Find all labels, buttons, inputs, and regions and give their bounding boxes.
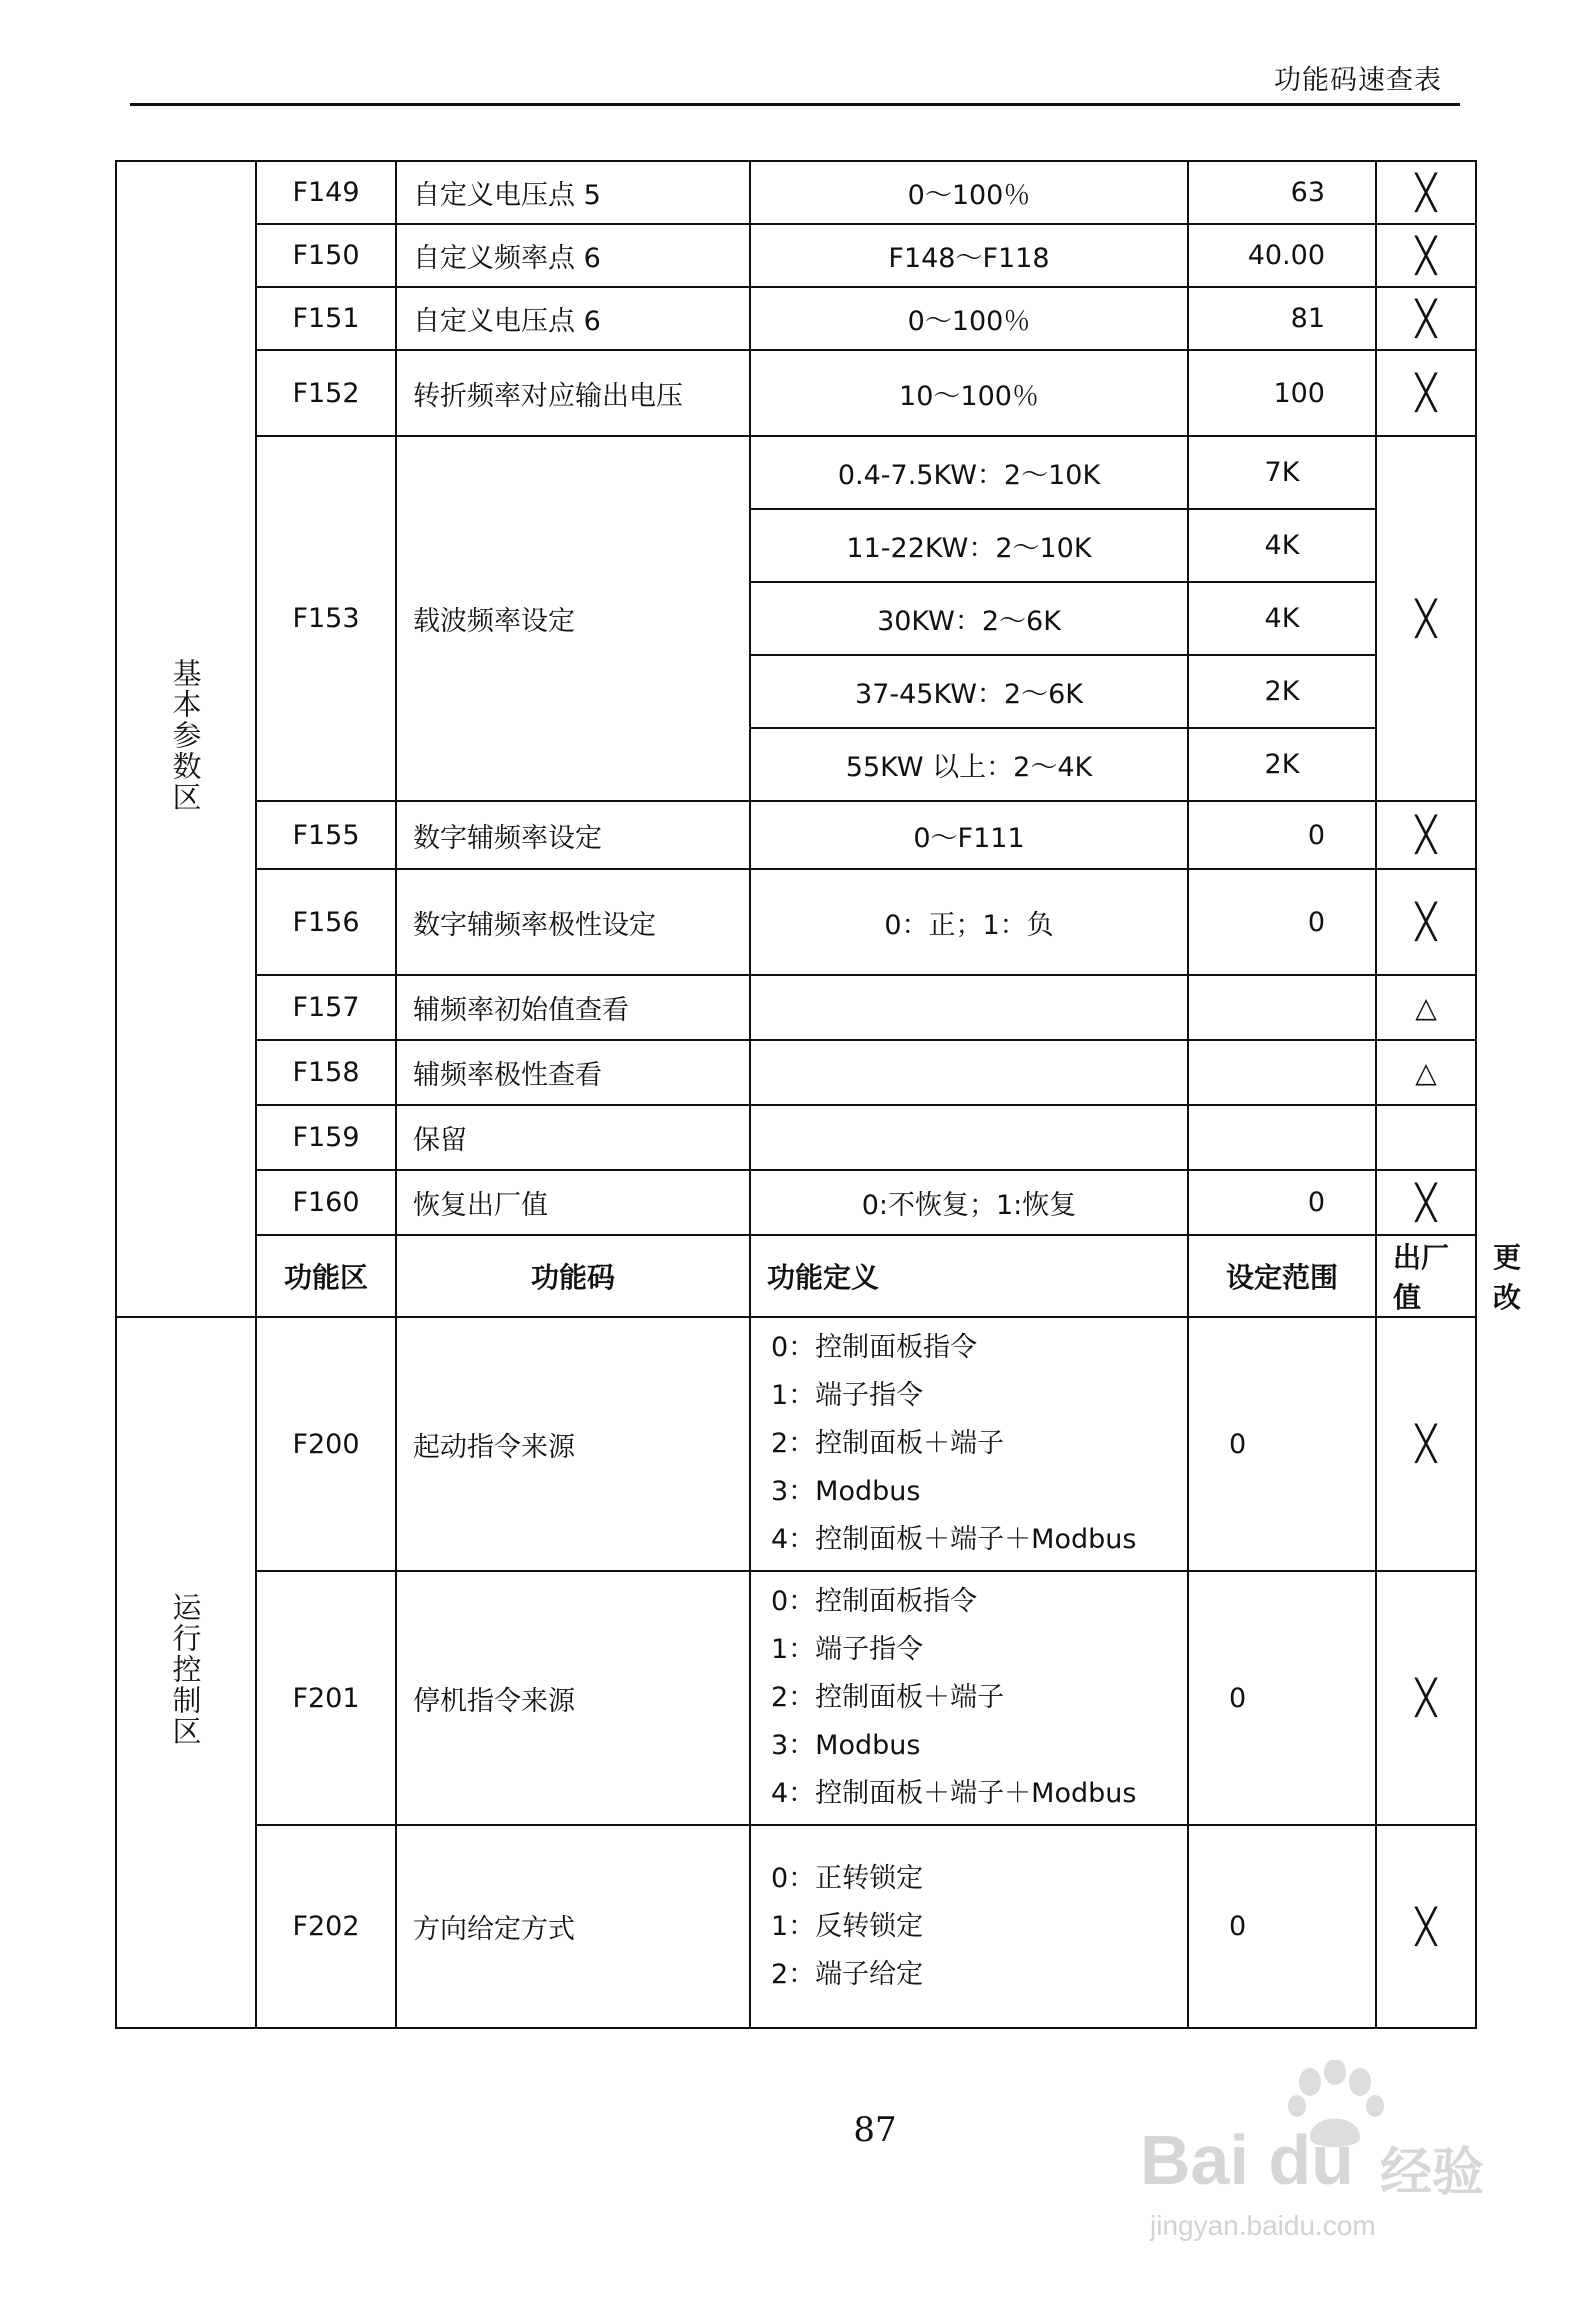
header-name: 功能定义 [750, 1235, 1188, 1317]
name-cell: 载波频率设定 [396, 436, 750, 801]
watermark-url: jingyan.baidu.com [1150, 2210, 1376, 2241]
name-cell: 数字辅频率设定 [396, 801, 750, 869]
factory-cell: 81 [1188, 287, 1376, 350]
name-cell: 起动指令来源 [396, 1317, 750, 1571]
code-cell: F157 [256, 975, 396, 1040]
table-row [116, 224, 1476, 287]
change-mark: ╳ [1376, 350, 1476, 436]
table-row [116, 975, 1476, 1040]
option-line: 1：反转锁定 [771, 1910, 924, 1942]
range-cell [750, 1105, 1188, 1170]
header-code: 功能码 [396, 1235, 750, 1317]
code-cell: F149 [256, 161, 396, 224]
change-mark: △ [1376, 1040, 1476, 1105]
name-cell: 方向给定方式 [396, 1825, 750, 2028]
table-row [116, 1170, 1476, 1235]
option-line: 4：控制面板＋端子＋Modbus [771, 1524, 1137, 1555]
code-cell: F202 [256, 1825, 396, 2028]
factory-cell: 0 [1188, 1170, 1376, 1235]
change-mark: ╳ [1376, 287, 1476, 350]
change-mark [1376, 1105, 1476, 1170]
range-cell: 55KW 以上：2～4K [750, 728, 1188, 801]
code-cell: F159 [256, 1105, 396, 1170]
column-header-row: 功能区 功能码 功能定义 设定范围 出厂值 更改 [116, 1235, 1476, 1317]
table-row [116, 287, 1476, 350]
factory-cell: 2K [1188, 728, 1376, 801]
name-cell: 自定义频率点 6 [396, 224, 750, 287]
code-cell: F155 [256, 801, 396, 869]
range-cell: 0～100％ [750, 161, 1188, 224]
range-cell: F148～F118 [750, 224, 1188, 287]
options-cell [750, 1571, 1188, 1825]
option-line: 2：控制面板＋端子 [771, 1682, 1005, 1713]
change-mark: ╳ [1376, 161, 1476, 224]
code-cell: F201 [256, 1571, 396, 1825]
range-cell: 37-45KW：2～6K [750, 655, 1188, 728]
table-row [116, 1105, 1476, 1170]
factory-cell: 0 [1188, 1825, 1376, 2028]
name-cell: 恢复出厂值 [396, 1170, 750, 1235]
baidu-watermark [1120, 2060, 1520, 2260]
table-row [116, 161, 1476, 224]
option-line: 1：端子指令 [771, 1380, 924, 1411]
range-cell: 0～F111 [750, 801, 1188, 869]
name-cell: 转折频率对应输出电压 [396, 350, 750, 436]
code-cell: F158 [256, 1040, 396, 1105]
name-cell: 保留 [396, 1105, 750, 1170]
factory-cell: 0 [1188, 869, 1376, 975]
change-mark: △ [1376, 975, 1476, 1040]
options-cell [750, 1825, 1188, 2028]
option-line: 3：Modbus [771, 1476, 921, 1507]
watermark-brand: Bai du [1140, 2121, 1354, 2199]
header-rule [130, 103, 1460, 106]
header-factory: 出厂值 [1376, 1235, 1476, 1317]
change-mark: ╳ [1376, 1571, 1476, 1825]
change-mark: ╳ [1376, 801, 1476, 869]
name-cell: 辅频率极性查看 [396, 1040, 750, 1105]
change-mark: ╳ [1376, 436, 1476, 801]
table-row [116, 801, 1476, 869]
code-cell: F153 [256, 436, 396, 801]
name-cell: 数字辅频率极性设定 [396, 869, 750, 975]
factory-cell: 4K [1188, 509, 1376, 582]
factory-cell: 0 [1188, 1317, 1376, 1571]
function-code-table [115, 160, 1522, 2029]
option-line: 0：控制面板指令 [771, 1586, 978, 1617]
range-cell: 11-22KW：2～10K [750, 509, 1188, 582]
range-cell [750, 975, 1188, 1040]
page-header-title: 功能码速查表 [1274, 65, 1442, 96]
options-cell [750, 1317, 1188, 1571]
code-cell: F151 [256, 287, 396, 350]
table-row [116, 350, 1476, 436]
range-cell: 0：正；1：负 [750, 869, 1188, 975]
option-line: 0：控制面板指令 [771, 1332, 978, 1363]
change-mark: ╳ [1376, 224, 1476, 287]
name-cell: 辅频率初始值查看 [396, 975, 750, 1040]
watermark-cn: 经验 [1380, 2143, 1485, 2203]
range-cell: 10～100％ [750, 350, 1188, 436]
page-number: 87 [853, 2110, 897, 2150]
header-area: 功能区 [256, 1235, 396, 1317]
table-row [116, 869, 1476, 975]
range-cell: 30KW：2～6K [750, 582, 1188, 655]
factory-cell: 63 [1188, 161, 1376, 224]
control-area-label: 运行控制区 [116, 1317, 256, 2028]
name-cell: 自定义电压点 6 [396, 287, 750, 350]
table-row [116, 1317, 1476, 1571]
factory-cell: 0 [1188, 801, 1376, 869]
code-cell: F156 [256, 869, 396, 975]
factory-cell [1188, 1105, 1376, 1170]
factory-cell [1188, 1040, 1376, 1105]
option-line: 2：控制面板＋端子 [771, 1428, 1005, 1459]
table-row [116, 1040, 1476, 1105]
range-cell [750, 1040, 1188, 1105]
header-range: 设定范围 [1188, 1235, 1376, 1317]
option-line: 4：控制面板＋端子＋Modbus [771, 1778, 1137, 1809]
basic-area-label: 基本参数区 [116, 161, 256, 1317]
option-line: 1：端子指令 [771, 1634, 924, 1665]
range-cell: 0～100％ [750, 287, 1188, 350]
factory-cell: 4K [1188, 582, 1376, 655]
factory-cell: 40.00 [1188, 224, 1376, 287]
change-mark: ╳ [1376, 1170, 1476, 1235]
change-mark: ╳ [1376, 1825, 1476, 2028]
table-row [116, 1825, 1476, 2028]
range-cell: 0.4-7.5KW：2～10K [750, 436, 1188, 509]
option-line: 3：Modbus [771, 1730, 921, 1761]
code-cell: F152 [256, 350, 396, 436]
factory-cell: 0 [1188, 1571, 1376, 1825]
name-cell: 自定义电压点 5 [396, 161, 750, 224]
change-mark: ╳ [1376, 1317, 1476, 1571]
change-mark: ╳ [1376, 869, 1476, 975]
factory-cell: 2K [1188, 655, 1376, 728]
table-row [116, 436, 1476, 509]
table-row [116, 1571, 1476, 1825]
code-cell: F150 [256, 224, 396, 287]
factory-cell [1188, 975, 1376, 1040]
name-cell: 停机指令来源 [396, 1571, 750, 1825]
option-line: 0：正转锁定 [771, 1862, 924, 1894]
range-cell: 0:不恢复；1:恢复 [750, 1170, 1188, 1235]
factory-cell: 7K [1188, 436, 1376, 509]
code-cell: F200 [256, 1317, 396, 1571]
factory-cell: 100 [1188, 350, 1376, 436]
option-line: 2：端子给定 [771, 1958, 924, 1990]
code-cell: F160 [256, 1170, 396, 1235]
